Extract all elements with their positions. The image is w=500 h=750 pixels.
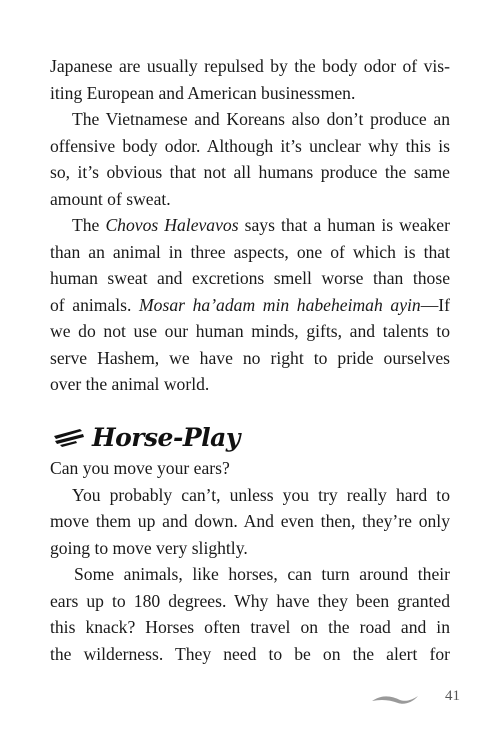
text-run: The <box>72 215 106 235</box>
text-line: serve Hashem, we have no right to pride ourselves <box>50 347 450 368</box>
text-line: Can you move your ears? <box>50 458 230 478</box>
text-run: of animals. <box>50 294 140 315</box>
section-heading <box>52 418 240 456</box>
text-line: the wilderness. They need to be on the alert for <box>50 643 450 664</box>
text-run: says that a human is weaker <box>238 215 450 235</box>
text-line <box>50 212 450 239</box>
text-line: offensive body odor. Although it’s unclear why this is <box>50 135 450 156</box>
text-line: this knack? Horses often travel on the road and in <box>50 617 450 637</box>
text-line: move them up and down. And even then, they’re only <box>50 511 450 531</box>
brush-stroke-icon <box>52 426 86 448</box>
text-line <box>50 292 450 319</box>
hebrew-quote-italic: Mosar ha’adam min habeheimah ayin <box>139 294 421 315</box>
text-line: than an animal in three aspects, one of which is that <box>50 241 450 262</box>
page-footer <box>370 688 460 712</box>
text-line: iting European and American businessmen. <box>50 82 356 103</box>
text-line: over the animal world. <box>50 374 210 394</box>
text-line: ears up to 180 degrees. Why have they been granted <box>50 590 450 611</box>
text-line: Japanese are usually repulsed by the body odor of vis- <box>50 56 450 76</box>
swoosh-ornament-icon <box>370 690 420 708</box>
body-text-top <box>50 53 450 398</box>
book-title-italic: Chovos Halevavos <box>105 215 239 235</box>
text-line: we do not use our human minds, gifts, and talents to <box>50 321 450 341</box>
text-line: amount of sweat. <box>50 188 171 209</box>
body-text-bottom <box>50 455 450 667</box>
text-line: You probably can’t, unless you try really hard to <box>72 484 450 505</box>
text-line: human sweat and excretions smell worse than those <box>50 268 450 288</box>
text-line: so, it’s obvious that not all humans produce the same <box>50 162 450 182</box>
text-line: going to move very slightly. <box>50 537 248 558</box>
section-title: Horse-Play <box>92 422 240 452</box>
page-number: 41 <box>445 688 460 704</box>
text-line: Some animals, like horses, can turn around their <box>74 564 450 584</box>
text-run: —If <box>420 294 450 315</box>
text-line: The Vietnamese and Koreans also don’t produce an <box>72 109 450 129</box>
